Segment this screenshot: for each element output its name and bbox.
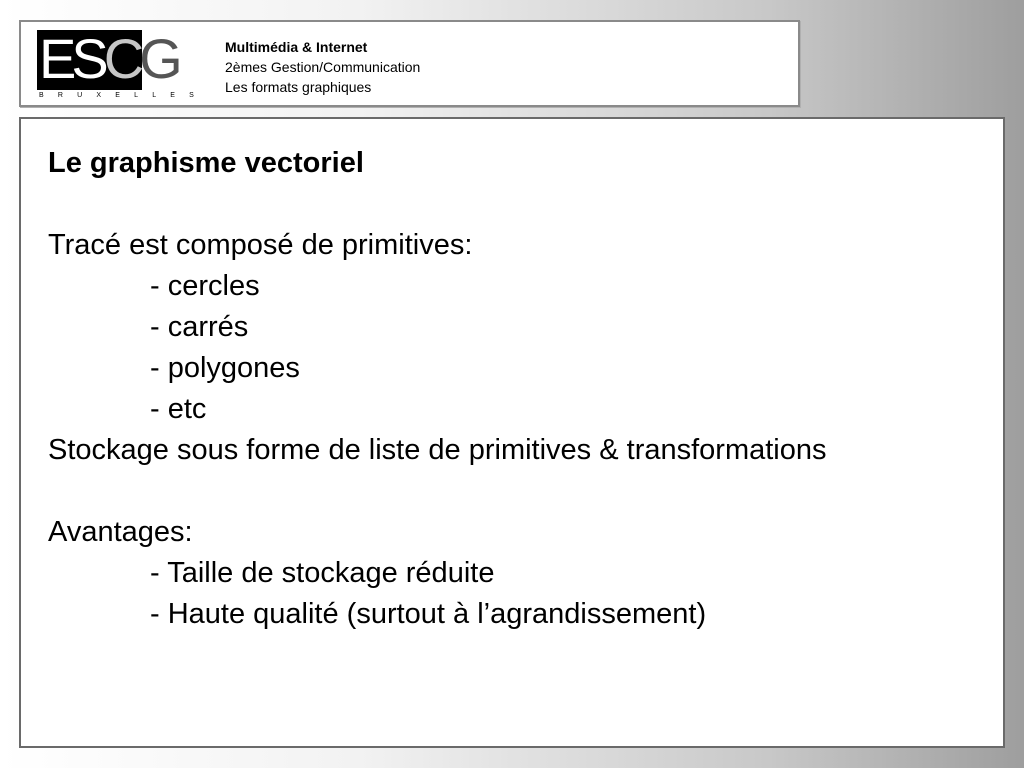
primitive-item: - cercles xyxy=(150,270,260,302)
escg-logo xyxy=(37,27,209,100)
course-name: Multimédia & Internet xyxy=(225,39,368,55)
header-text xyxy=(225,37,420,97)
header-box xyxy=(19,20,800,107)
logo-subtitle: BRUXELLES xyxy=(39,92,209,99)
advantage-item: - Haute qualité (surtout à l’agrandissement) xyxy=(150,598,707,630)
logo-letter-c: C xyxy=(103,27,140,90)
logo-wordmark xyxy=(39,28,178,90)
logo-letter-g: G xyxy=(139,27,178,90)
advantages-heading: Avantages: xyxy=(48,516,193,548)
slide-content-box xyxy=(19,117,1005,748)
spacer xyxy=(48,184,827,225)
topic-name: Les formats graphiques xyxy=(225,79,372,95)
advantage-item: - Taille de stockage réduite xyxy=(150,557,495,589)
storage-line: Stockage sous forme de liste de primitives & transformations xyxy=(48,434,827,466)
primitive-item: - carrés xyxy=(150,311,249,343)
logo-letters-es: ES xyxy=(39,27,104,90)
spacer xyxy=(48,471,827,512)
intro-line: Tracé est composé de primitives: xyxy=(48,229,473,261)
primitive-item: - etc xyxy=(150,393,207,425)
slide-title: Le graphisme vectoriel xyxy=(48,147,364,179)
program-name: 2èmes Gestion/Communication xyxy=(225,59,421,75)
slide-content xyxy=(48,143,827,635)
primitive-item: - polygones xyxy=(150,352,300,384)
